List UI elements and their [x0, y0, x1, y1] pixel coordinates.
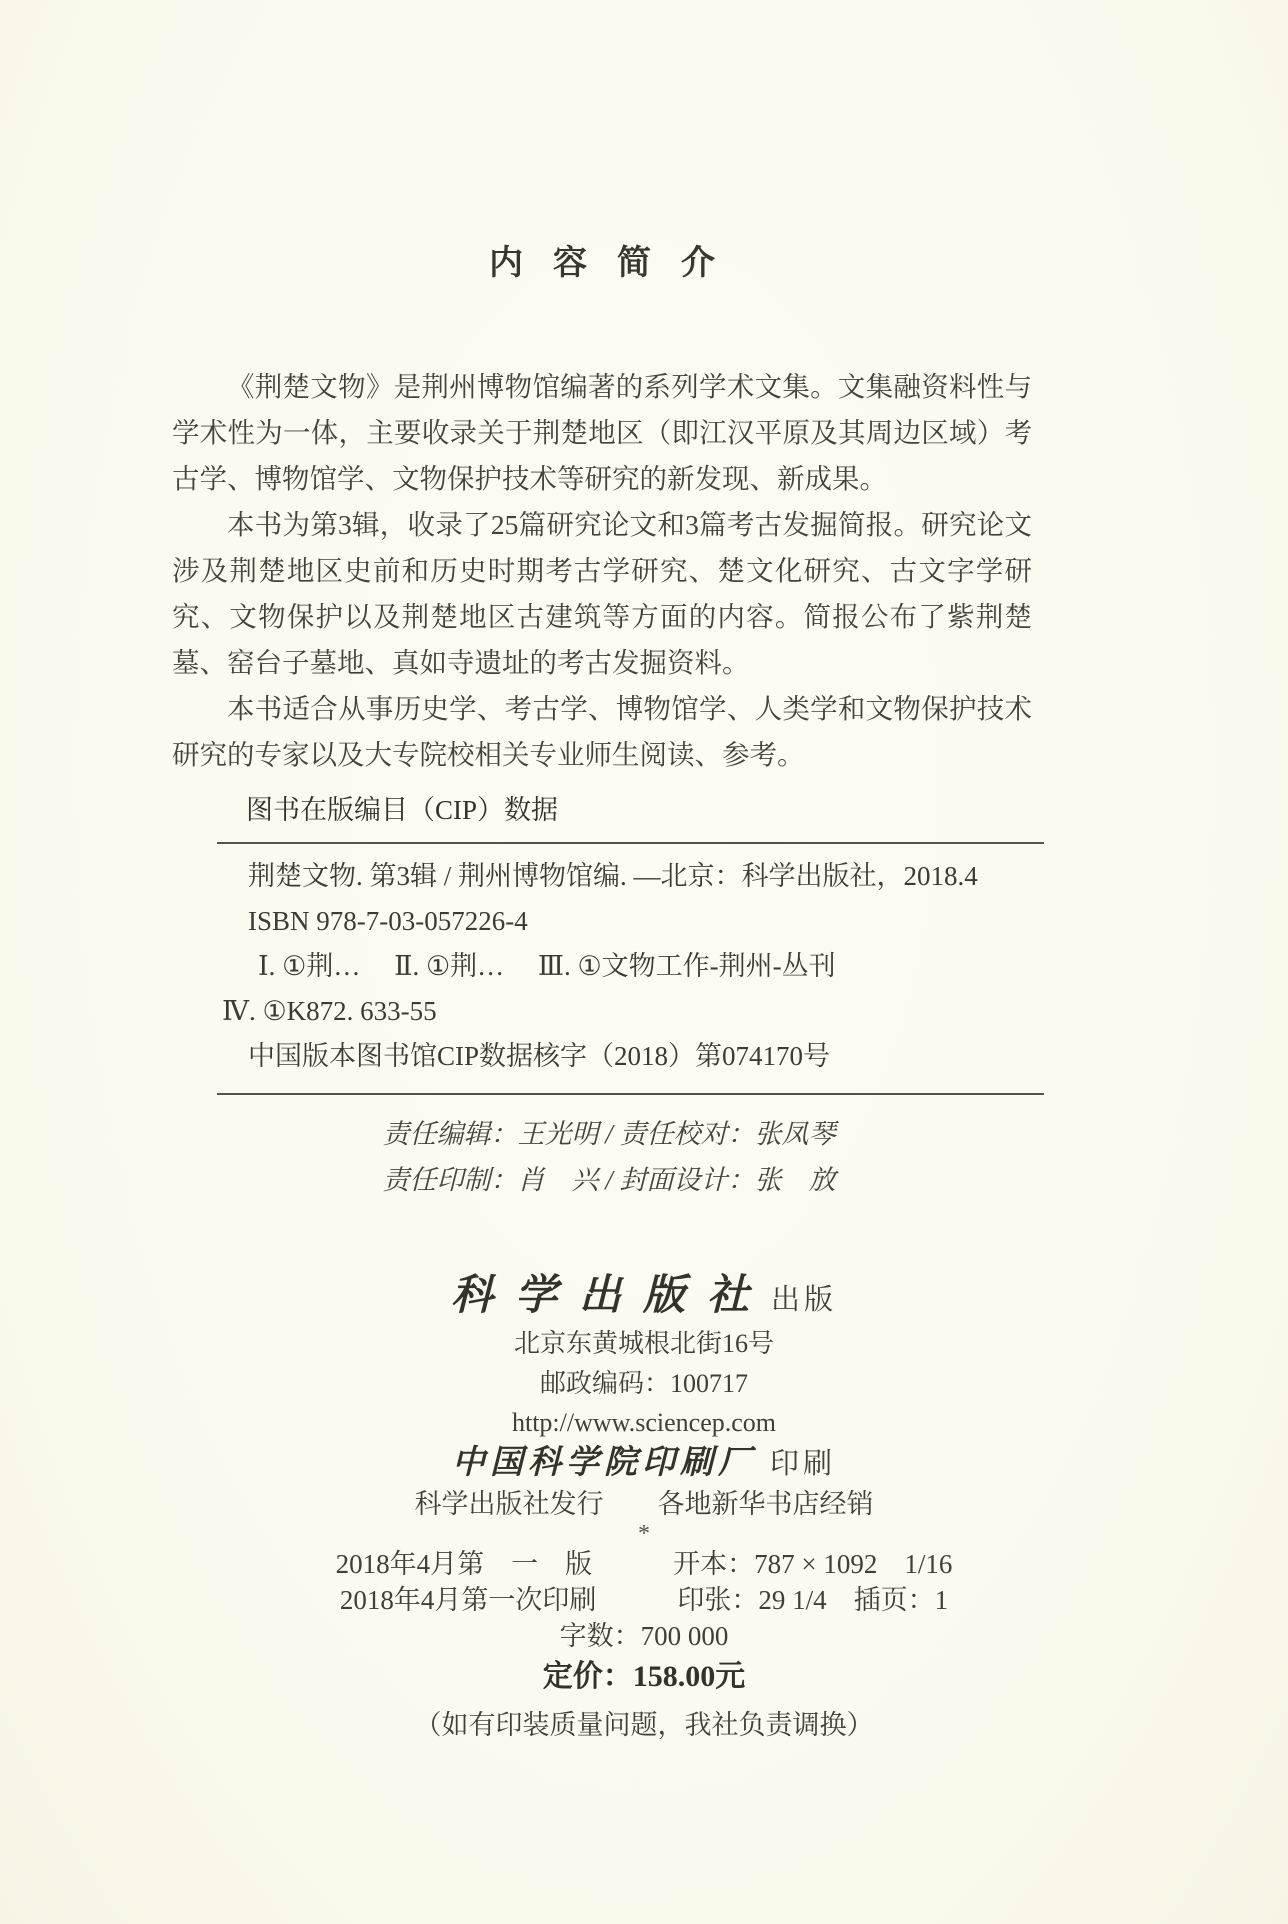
separator-asterisk: *	[638, 1521, 650, 1547]
publisher-name-line	[0, 1272, 1288, 1320]
printing-line: 2018年4月第一次印刷 印张：29 1/4 插页：1	[339, 1585, 949, 1615]
cip-section	[172, 790, 1046, 1203]
intro-paragraph-2: 本书为第3辑，收录了25篇研究论文和3篇考古发掘简报。研究论文涉及荆楚地区史前和历史时期考古学研究、楚文化研究、古文字学研究、文物保护以及荆楚地区古建筑等方面的内容。简报公布了紫荆楚墓、窑台子墓地、真如寺遗址的考古发掘资料。	[172, 509, 1032, 678]
cip-divider-top	[217, 842, 1044, 844]
publisher-postcode: 邮政编码：100717	[539, 1369, 748, 1398]
cip-classification-line: Ⅰ. ①荆… Ⅱ. ①荆… Ⅲ. ①文物工作-荆州-丛刊	[258, 951, 836, 981]
print-label: 印刷	[769, 1448, 836, 1480]
imprint-section	[0, 1272, 1288, 1744]
intro-paragraph-1: 《荆楚文物》是荆州博物馆编著的系列学术文集。文集融资料性与学术性为一体，主要收录关于荆楚地区（即江汉平原及其周边区域）考古学、博物馆学、文物保护技术等研究的新发现、新成果。	[172, 371, 1032, 494]
word-count-line: 字数：700 000	[559, 1621, 729, 1651]
intro-paragraph-3: 本书适合从事历史学、考古学、博物馆学、人类学和文物保护技术研究的专家以及大专院校相关专业师生阅读、参考。	[172, 693, 1032, 770]
publish-label: 出版	[771, 1284, 838, 1316]
content-summary-section	[172, 242, 1032, 778]
publisher-logotype: 科学出版社	[450, 1273, 771, 1319]
publisher-website: http://www.sciencep.com	[511, 1408, 777, 1437]
cip-title-line: 荆楚文物. 第3辑 / 荆州博物馆编. —北京：科学出版社，2018.4	[248, 861, 978, 891]
publisher-address: 北京东黄城根北街16号	[513, 1329, 774, 1358]
printer-line	[0, 1442, 1288, 1484]
distribution-line: 科学出版社发行 各地新华书店经销	[414, 1489, 874, 1519]
edition-line: 2018年4月第 一 版 开本：787 × 1092 1/16	[335, 1549, 953, 1579]
printer-logotype: 中国科学院印刷厂	[451, 1445, 756, 1481]
staff-credits	[172, 1111, 1046, 1203]
staff-editors-line: 责任编辑：王光明 / 责任校对：张凤琴	[382, 1119, 836, 1149]
staff-production-line: 责任印制：肖 兴 / 封面设计：张 放	[382, 1165, 836, 1195]
cip-record-line: 中国版本图书馆CIP数据核字（2018）第074170号	[248, 1041, 831, 1071]
price-line: 定价：158.00元	[542, 1660, 746, 1693]
cip-divider-bottom	[217, 1093, 1044, 1095]
quality-note: （如有印装质量问题，我社负责调换）	[414, 1710, 874, 1740]
cip-isbn-line: ISBN 978-7-03-057226-4	[248, 906, 528, 936]
section-title: 内容简介	[489, 245, 745, 282]
cip-class-number-line: Ⅳ. ①K872. 633-55	[222, 996, 437, 1026]
cip-heading: 图书在版编目（CIP）数据	[246, 795, 559, 825]
